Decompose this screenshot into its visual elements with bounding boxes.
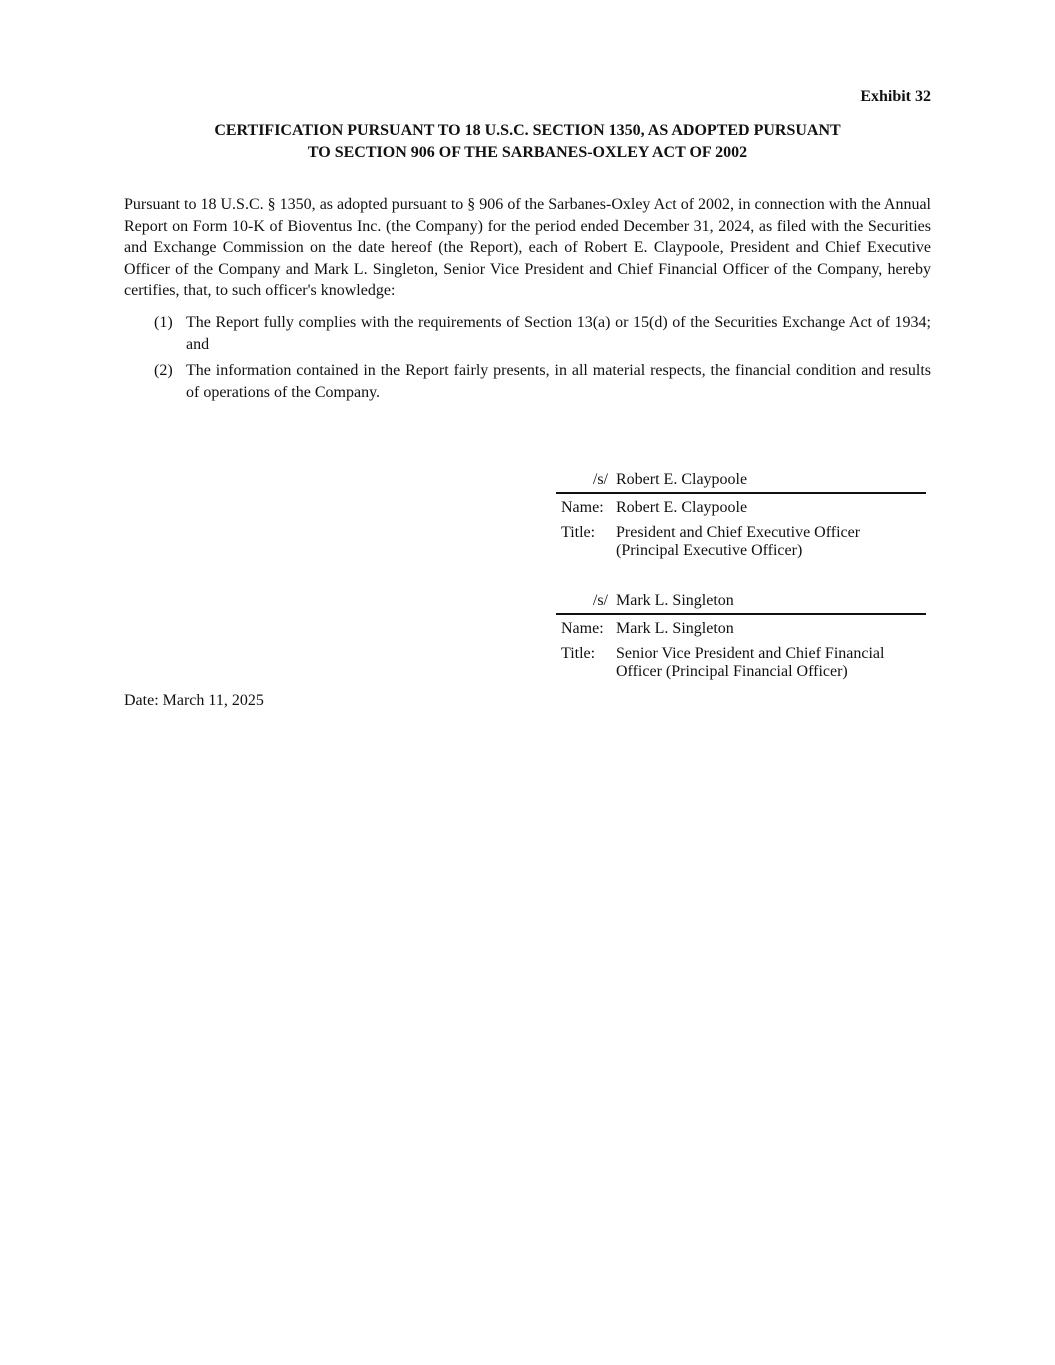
signer-title — [616, 645, 926, 681]
signature-line — [556, 592, 926, 615]
signature-block-cfo — [556, 592, 926, 681]
signature-title-row — [556, 524, 926, 560]
list-item-text: The Report fully complies with the requirements of Section 13(a) or 15(d) of the Securities Exchange Act of 1934; and — [186, 314, 931, 353]
list-item-number: (1) — [154, 314, 173, 331]
document-date: Date: March 11, 2025 — [124, 692, 264, 709]
signature-s-label: /s/ — [592, 471, 608, 488]
title-label: Title: — [561, 524, 596, 541]
signer-title-line-1: Senior Vice President and Chief Financial — [616, 645, 885, 662]
exhibit-label: Exhibit 32 — [860, 88, 931, 105]
signature-title-row — [556, 645, 926, 681]
signature-s-label: /s/ — [592, 592, 608, 609]
signer-title-line-2: Officer (Principal Financial Officer) — [616, 663, 848, 680]
list-item-number: (2) — [154, 362, 173, 379]
certification-list — [124, 312, 931, 408]
signer-title-line-1: President and Chief Executive Officer — [616, 524, 861, 541]
list-item-text: The information contained in the Report fairly presents, in all material respects, the financial condition and results of operations of the Company. — [186, 362, 931, 401]
list-item — [124, 312, 931, 355]
name-label: Name: — [561, 620, 604, 637]
signature-name-row — [556, 620, 926, 638]
signature-signed-name: Robert E. Claypoole — [616, 471, 748, 488]
title-label: Title: — [561, 645, 596, 662]
signature-block-ceo — [556, 471, 926, 560]
signer-title-line-2: (Principal Executive Officer) — [616, 542, 803, 559]
document-title — [124, 120, 931, 164]
title-line-1: CERTIFICATION PURSUANT TO 18 U.S.C. SECTION 1350, AS ADOPTED PURSUANT — [214, 122, 841, 139]
intro-paragraph: Pursuant to 18 U.S.C. § 1350, as adopted pursuant to § 906 of the Sarbanes-Oxley Act of 2002, in connection with the Annual Report on Form 10-K of Bioventus Inc. (the Company) for the period ended December 31, 2024, as filed with the Securities and Exchange Commission on the date hereof (the Report), each of Robert E. Claypoole, President and Chief Executive Officer of the Company and Mark L. Singleton, Senior Vice President and Chief Financial Officer of the Company, hereby certifies, that, to such officer's knowledge: — [124, 196, 931, 299]
signature-line — [556, 471, 926, 494]
signer-name: Mark L. Singleton — [616, 620, 734, 637]
signer-title — [616, 524, 926, 560]
name-label: Name: — [561, 499, 604, 516]
title-line-2: TO SECTION 906 OF THE SARBANES-OXLEY ACT OF 2002 — [307, 144, 748, 161]
list-item — [124, 360, 931, 403]
signer-name: Robert E. Claypoole — [616, 499, 748, 516]
signature-signed-name: Mark L. Singleton — [616, 592, 734, 609]
signature-name-row — [556, 499, 926, 517]
